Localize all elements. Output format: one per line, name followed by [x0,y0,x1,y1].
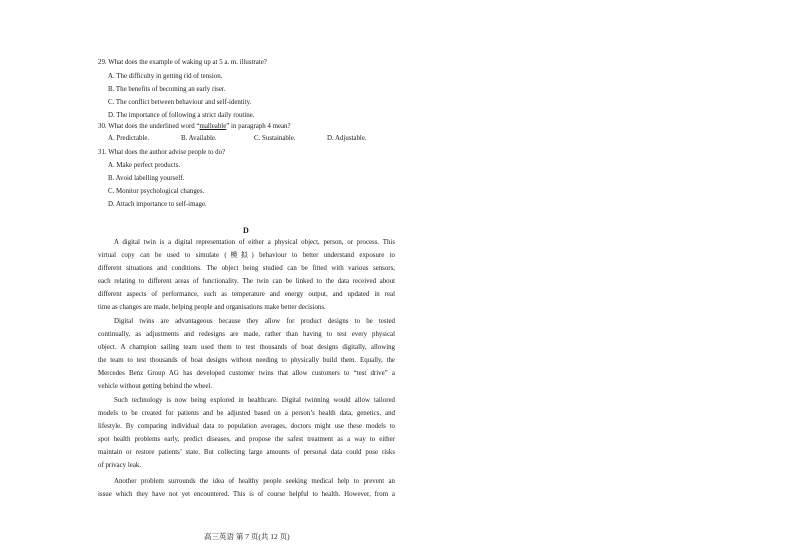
section-heading: D [243,226,249,235]
passage-p2-line: continually, as adjustments and redesigns are made, rather than having to test every physical [98,331,395,338]
passage-p3-line: lifestyle. By comparing individual data to population averages, doctors might use these models to [98,423,395,430]
question-30-stem-before: 30. What does the underlined word “ [98,123,200,130]
passage-p1-line: different aspects of performance, such as temperature and energy output, and updated in real [98,291,395,298]
passage-p3-line: spot health problems early, predict diseases, and propose the safest treatment as a way to either [98,436,395,443]
question-30-option-d: D. Adjustable. [327,135,367,142]
question-31-option-d: D. Attach importance to self-image. [108,201,207,208]
passage-p4-line: Another problem surrounds the idea of healthy people seeking medical help to prevent an [114,478,395,485]
question-30-stem [98,122,291,131]
passage-p2-line: vehicle without getting behind the wheel. [98,383,213,390]
question-29-option-a: A. The difficulty in getting rid of tension. [108,73,223,80]
question-31-option-c: C. Monitor psychological changes. [108,188,205,195]
passage-p2-line: the team to test thousands of boat designs without needing to physically build them. Equally, the [98,357,395,364]
passage-p3-line: Such technology is now being explored in healthcare. Digital twinning would allow tailored [114,397,395,404]
question-30-option-b: B. Available. [181,135,217,142]
question-31-option-a: A. Make perfect products. [108,162,181,169]
passage-p1-line: virtual copy can be used to simulate (模拟) behaviour to better understand exposure to [98,252,395,259]
passage-p2-line: Mercedes Benz Group AG has developed customer twins that allow customers to “test drive” a [98,370,395,377]
passage-p1-line: different situations and conditions. The object being studied can be fitted with various sensors, [98,265,395,272]
passage-p3-line: models to be created for patients and be adjusted based on a person’s health data, genetics, and [98,410,395,417]
question-29-option-b: B. The benefits of becoming an early riser. [108,86,226,93]
passage-p1-line: each relating to different areas of functionality. The twin can be linked to the data received about [98,278,395,285]
page-footer: 高三英语 第 7 页(共 12 页) [204,532,290,541]
question-29-stem: 29. What does the example of waking up at 5 a. m. illustrate? [98,59,267,66]
question-31-stem: 31. What does the author advise people to do? [98,149,226,156]
passage-p1-line: time as changes are made, helping people and organisations make better decisions. [98,304,326,311]
question-29-option-d: D. The importance of following a strict daily routine. [108,112,255,119]
passage-p3-line: of privacy leak. [98,462,142,469]
passage-p2-line: object. A champion sailing team used them to test thousands of boat designs digitally, allowing [98,344,395,351]
question-31-option-b: B. Avoid labelling yourself. [108,175,185,182]
question-30-option-a: A. Predictable. [108,135,150,142]
passage-p4-line: issue which they have not yet encountered. This is of course helpful to health. However, from a [98,491,395,498]
question-30-option-c: C. Sustainable. [254,135,296,142]
passage-p3-line: maintain or restore patients’ state. But collecting large amounts of personal data could pose risks [98,449,395,456]
underlined-word: malleable [199,123,227,130]
question-29-option-c: C. The conflict between behaviour and self-identity. [108,99,252,106]
passage-p2-line: Digital twins are advantageous because they allow for product designs to be tested [114,318,395,325]
question-30-stem-after: ” in paragraph 4 mean? [226,123,291,130]
passage-p1-line: A digital twin is a digital representation of either a physical object, person, or process. This [114,239,395,246]
